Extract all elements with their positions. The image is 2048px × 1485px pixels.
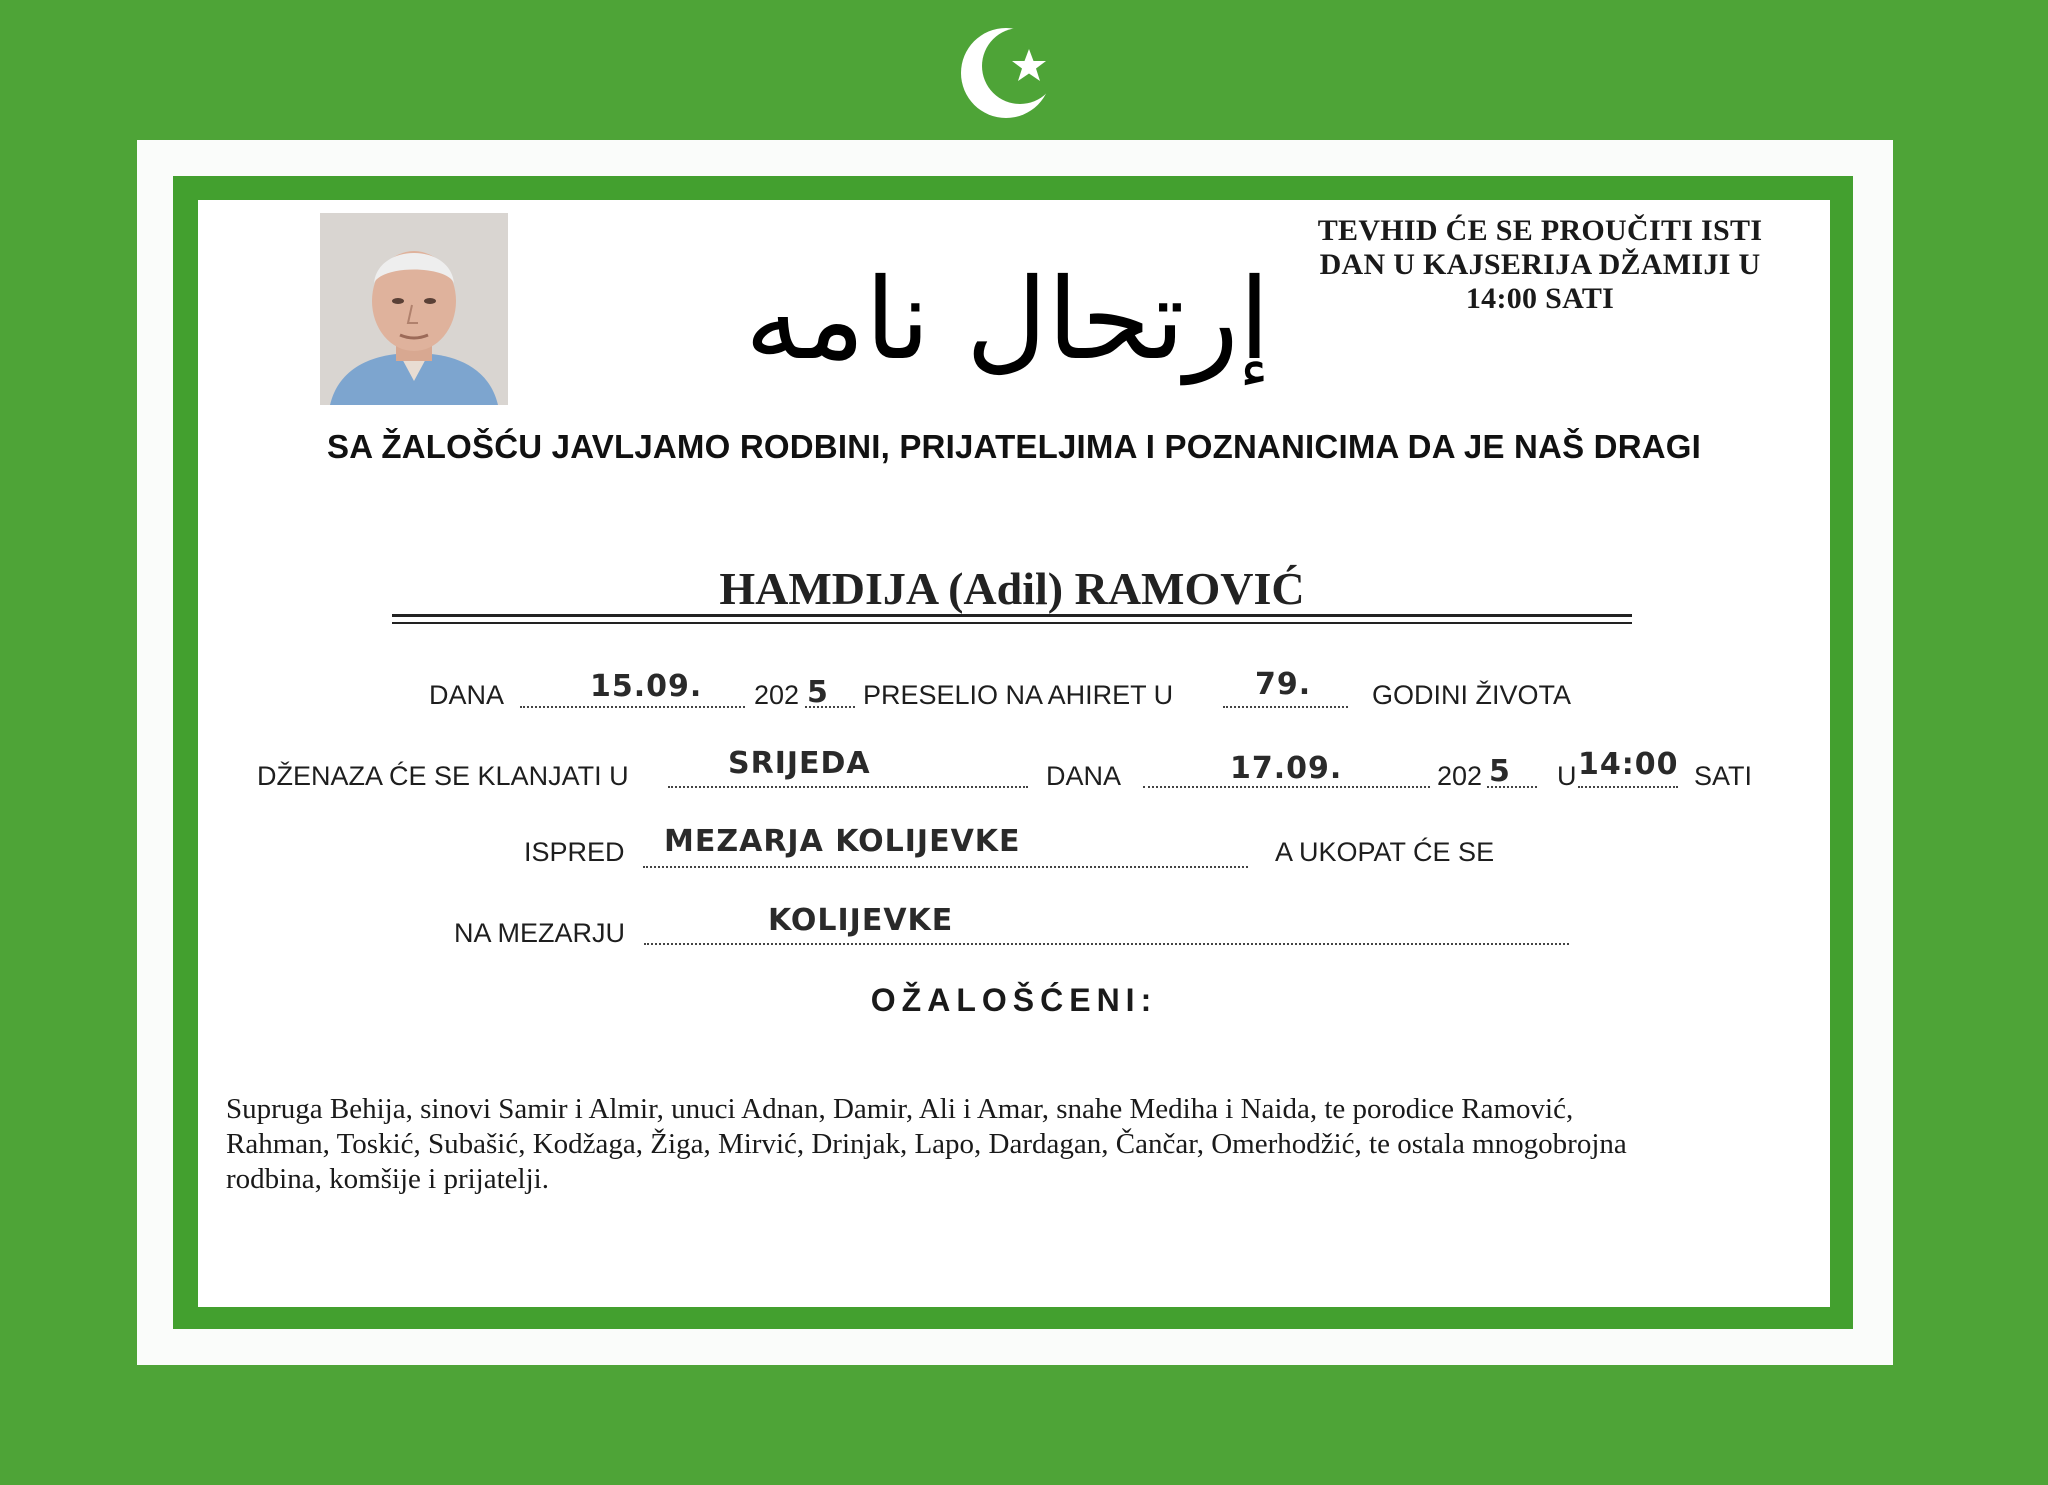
mourners-heading: OŽALOŠĆENI: <box>870 982 1158 1018</box>
crescent-star-icon <box>954 16 1064 126</box>
ispred-place: MEZARJA KOLIJEVKE <box>664 824 1021 859</box>
arabic-title: إرتحال نامه <box>744 255 1270 385</box>
year-prefix: 202 <box>754 680 800 710</box>
year-digit-2: 5 <box>1489 754 1511 789</box>
mezarje-dotted-line <box>644 943 1569 945</box>
name-underline-second <box>392 622 1632 624</box>
year-prefix-2: 202 <box>1437 761 1483 791</box>
survivors-list <box>226 1092 1806 1197</box>
tevhid-line: 14:00 SATI <box>1465 282 1615 315</box>
survivors-line: rodbina, komšije i prijatelji. <box>226 1163 549 1195</box>
death-date: 15.09. <box>590 669 703 704</box>
preselio-label: PRESELIO NA AHIRET U <box>863 680 1174 710</box>
mezarje-place: KOLIJEVKE <box>768 903 954 938</box>
intro-text: SA ŽALOŠĆU JAVLJAMO RODBINI, PRIJATELJIMA I POZNANICIMA DA JE NAŠ DRAGI <box>327 428 1701 465</box>
day-dotted-line <box>668 786 1028 788</box>
deceased-photo <box>320 213 508 405</box>
year-dotted-line <box>805 706 855 708</box>
place-dotted-line <box>643 866 1248 868</box>
age-dotted-line <box>1223 706 1348 708</box>
survivors-line: Rahman, Toskić, Subašić, Kodžaga, Žiga, Mirvić, Drinjak, Lapo, Dardagan, Čančar, Omerhodžić, te ostala mnogobrojna <box>226 1128 1627 1160</box>
dzenaza-date: 17.09. <box>1230 751 1343 786</box>
godini-label: GODINI ŽIVOTA <box>1372 680 1572 710</box>
tevhid-line: DAN U KAJSERIJA DŽAMIJI U <box>1319 248 1761 281</box>
ukopat-label: A UKOPAT ĆE SE <box>1275 837 1495 867</box>
age-value: 79. <box>1255 667 1312 702</box>
year-dotted-line-2 <box>1487 786 1537 788</box>
dzenaza-time: 14:00 <box>1578 747 1679 782</box>
tevhid-notice <box>1260 214 1820 316</box>
date-dotted-line <box>520 706 745 708</box>
tevhid-line: TEVHID ĆE SE PROUČITI ISTI <box>1317 214 1763 247</box>
dzenaza-label: DŽENAZA ĆE SE KLANJATI U <box>257 761 629 791</box>
dana-label: DANA <box>429 680 505 710</box>
dana-label-2: DANA <box>1046 761 1122 791</box>
date-dotted-line-2 <box>1143 786 1430 788</box>
survivors-line: Supruga Behija, sinovi Samir i Almir, unuci Adnan, Damir, Ali i Amar, snahe Mediha i Naida, te porodice Ramović, <box>226 1093 1574 1125</box>
deceased-name: HAMDIJA (Adil) RAMOVIĆ <box>719 563 1305 614</box>
sati-label: SATI <box>1694 761 1753 791</box>
u-label: U <box>1557 761 1577 791</box>
time-dotted-line <box>1578 786 1678 788</box>
name-underline <box>392 614 1632 617</box>
ispred-label: ISPRED <box>524 837 625 867</box>
year-digit: 5 <box>807 675 829 710</box>
mezarje-label: NA MEZARJU <box>454 918 626 948</box>
dzenaza-day: SRIJEDA <box>728 746 871 781</box>
